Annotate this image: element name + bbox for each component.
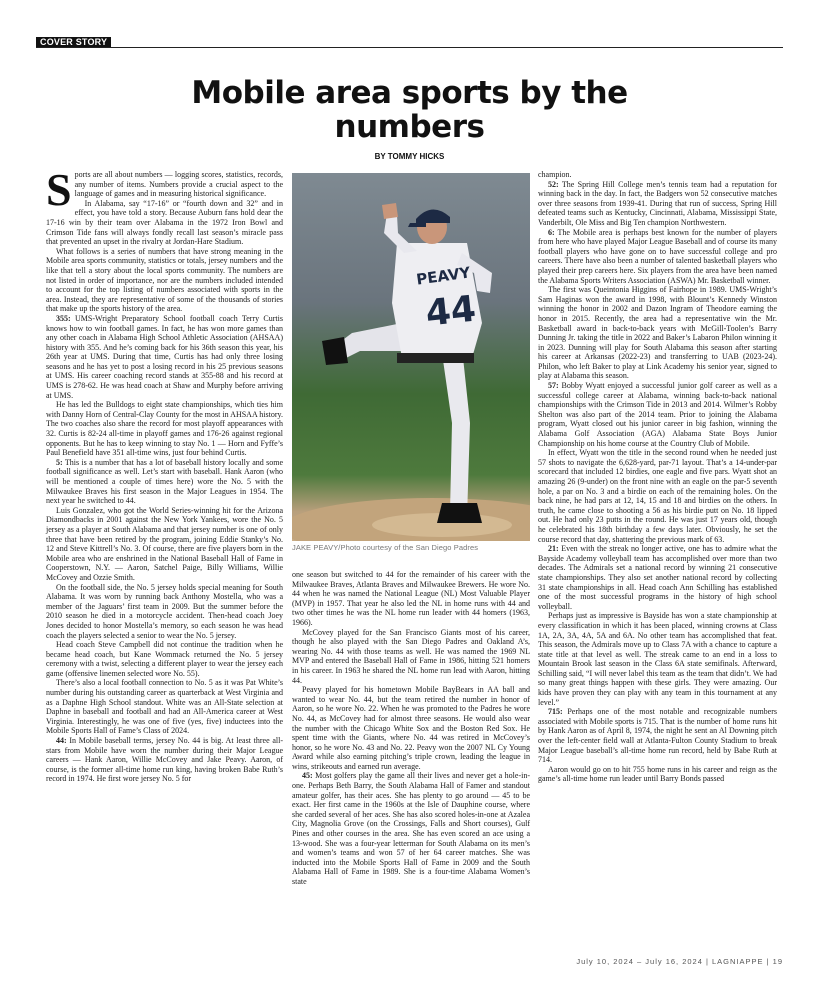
paragraph: champion. [538, 170, 572, 179]
byline: BY TOMMY HICKS [374, 152, 445, 161]
paragraph: In effect, Wyatt won the title in the second round when he needed just 57 shots to navigate the 6,628-yard, par-71 layout. That’s a 14-under-par scorecard that included 12 birdies, one eagle and five pars. Wyatt shot an amazing 26 (9-under) on the front nine with an eagle on the par-5 seventh hole, a par on No. 3 and a birdie on each of the remaining holes. On the back nine, he had pars at 12, 14, 15 and 18 and birdies on the others. In truth, he came close to shooting a 56 as his birdie putt on No. 18 lipped out. He had only 23 putts in the round. He was just 17 years old, though he celebrated his 18th birthday a few days later. Obviously, he set the course record that day, shattering the previous mark of 63. [538, 448, 777, 544]
paragraph: Aaron would go on to hit 755 home runs in his career and reign as the game’s all-time home run leader until Barry Bonds passed [538, 764, 777, 784]
paragraph: The first was Queintonia Higgins of Fairhope in 1989. UMS-Wright’s Sam Haginas won the award in 1998, with Blount’s Kennedy Winston winning the honor in 2002 and Dazon Ingram of Theodore earning the honor in 2015. Recently, the area had a representative win the Mr. Basketball award in back-to-back years with McGill-Toolen’s Barry Dunning Jr. taking the title in 2022 and Baker’s Labaron Philon winning it in 2023. Dunning will play for South Alabama this season after starting his career at Arkansas (2022-23) and transferring to UAB (2023-24). Philon, who left Baker to play at Link Academy his senior year, signed to play at Alabama this season. [538, 285, 777, 381]
paragraph: 5: This is a number that has a lot of baseball history locally and some football significance as well. Let’s start with baseball. Hank Aaron (who will be mentioned a couple of times here) wore the No. 5 with the Milwaukee Braves his first season in the Major Leagues in 1954. The next year he switched to 44. [46, 457, 283, 506]
jersey-name: PEAVY [415, 263, 472, 289]
paragraph: Head coach Steve Campbell did not continue the tradition when he became head coach, but Kane Wommack returned the No. 5 jersey ceremony with a twist, selecting a different player to wear the jersey each game (offensive linemen selected wore No. 55). [46, 640, 283, 678]
pitcher-photo [292, 173, 530, 541]
paragraph: 21: Even with the streak no longer active, one has to admire what the Bayside Academy volleyball team has accomplished over more than two decades. The Admirals set a national record by winning 21 consecutive state championships. They also set another national record by collecting 31 state championships in all. Head coach Ann Schilling has established one of the most successful programs in the history of high school volleyball. [538, 544, 777, 611]
header-rule [36, 47, 783, 48]
stat-number: 44: [56, 736, 67, 746]
page-footer: July 10, 2024 – July 16, 2024 | LAGNIAPPE | 19 [576, 957, 783, 966]
paragraph: Luis Gonzalez, who got the World Series-winning hit for the Arizona Diamondbacks in 2001 against the New York Yankees, wore the No. 5 jersey as a player at South Alabama and that jersey number is one of only three that have been retired by the program, joining Eddie Stanky’s No. 12 and Steve Kittrell’s No. 3. Of course, there are five players born in the Mobile area who are enshrined in the National Baseball Hall of Fame in Cooperstown, N.Y. — Aaron, Satchel Paige, Billy Williams, Willie McCovey and Ozzie Smith. [46, 505, 283, 582]
stat-number: 21: [548, 544, 559, 554]
paragraph: 6: The Mobile area is perhaps best known for the number of players from here who have played Major League Baseball and of course its many football players who have gone on to have successful college and pro careers. There have also been a number of talented basketball players who played their prep careers here. Six players from the area have been named the Alabama Sports Writers Association (ASWA) Mr. Basketball winner. [538, 227, 777, 285]
headline: Mobile area sports by the numbers [191, 75, 628, 145]
stat-number: 45: [302, 771, 313, 781]
paragraph: 57: Bobby Wyatt enjoyed a successful junior golf career as well as a successful college career at Alabama, winning back-to-back national championships with the Crimson Tide in 2013 and 2014. Wilmer’s Robby Shelton was also part of the 2014 team. Prior to joining the Alabama program, Wyatt closed out his junior career in big fashion, winning the Alabama Golf Association (AGA) Alabama State Boys Junior Championship on his home course at the Country Club of Mobile. [538, 381, 777, 448]
paragraph: 45: Most golfers play the game all their lives and never get a hole-in-one. Perhaps Beth Barry, the South Alabama Hall of Famer and standout amateur golfer, has their aces. She has plenty to go around — 45 to be exact. Her first came in the 1960s at the Isle of Dauphine course, where she carded several of her aces. She has also scored holes-in-one at Azalea City, Magnolia Grove (on the Crossings, Falls and Short courses), Gulf Pines and other courses in the area. She has even scored an ace using a 13-wood. She was a four-year letterman for South Alabama on its men’s and women’s teams and won 57 of her 64 career matches. She was inducted into the Mobile Sports Hall of Fame in 2009 and the South Alabama Hall of Fame in 1989. She is a four-time Alabama Women’s state [292, 771, 530, 886]
stat-number: 5: [56, 457, 63, 467]
paragraph: 44: In Mobile baseball terms, jersey No. 44 is big. At least three all-stars from Mobile have worn the number during their Major League careers — Hank Aaron, Willie McCovey and Jake Peavy. Aaron, of course, is the former all-time home run king, having broken Babe Ruth’s record in 1974. He first wore jersey No. 5 for [46, 736, 283, 784]
paragraph: one season but switched to 44 for the remainder of his career with the Milwaukee Braves, Atlanta Braves and Milwaukee Brewers. He wore No. 44 when he was named the National League (NL) Most Valuable Player (MVP) in 1957. That year he also led the NL in home runs with 44 and two other times he was the NL home run leader with 44 homers (1963, 1966). [292, 570, 530, 627]
paragraph: On the football side, the No. 5 jersey holds special meaning for South Alabama. It was worn by running back Anthony Mostella, who was a member of the Jaguars’ first team in 2009. But the summer before the 2010 season he died in a motorcycle accident. Then-head coach Joey Jones decided to honor Mostella’s memory, so each season he was head coach the players selected a senior to wear the No. 5 jersey. [46, 582, 283, 640]
stat-number: 715: [548, 707, 563, 717]
paragraph: Perhaps just as impressive is Bayside has won a state championship at every classification in which it has been placed, winning crowns at Class 1A, 2A, 3A, 4A, 5A and 6A. No other team has accomplished that feat. This season, the Admirals move up to Class 7A with a chance to capture a state title at that level as well. The streak came to an end in a loss to Mountain Brook last season in the Class 6A state semifinals. Afterward, Schilling said, “I will never label this team as the team that didn’t. We had so many great things happen with these girls. They were amazing. Our kids have proven they can play with any team in this tournament at any level.” [538, 611, 777, 707]
stat-number: 52: [548, 179, 559, 189]
paragraph: He has led the Bulldogs to eight state championships, which ties him with Danny Horn of Central-Clay County for the most in AHSAA history. The two coaches also share the record for most playoff appearances with 32. Curtis is 82-24 all-time in playoff games and 176-26 against regional opponents. But he has to keep winning to stay No. 1 — Horn and Fyffe’s Paul Benefield have 351 all-time wins, just four behind Curtis. [46, 400, 283, 458]
paragraph: In Alabama, say “17-16” or “fourth down and 32” and in effect, you have told a story. Because Auburn fans hold dear the 17-16 win by their team over Alabama in the 1972 Iron Bowl and Crimson Tide fans will always fondly recall last season’s miracle pass that prevented an upset in the rivalry at Jordan-Hare Stadium. [46, 198, 283, 247]
paragraph: Peavy played for his hometown Mobile BayBears in AA ball and wanted to wear No. 44, but the team retired the number in honor of Aaron, so he wore No. 22. When he was promoted to the Padres he wore No. 44, as McCovey had for almost three seasons. He would also wear the number with the Chicago White Sox and the Boston Red Sox. He spent time with the Giants, where No. 44 was retired in McCovey’s honor, so he wore No. 43 and No. 22. Peavy won the 2007 NL Cy Young Award while also earning pitching’s triple crown, leading the league in wins, strikeouts and earned run average. [292, 685, 530, 771]
photo-caption: JAKE PEAVY/Photo courtesy of the San Diego Padres [292, 543, 479, 552]
section-tag: COVER STORY [36, 37, 111, 48]
stat-number: 355: [56, 313, 71, 323]
article-column-2 [292, 570, 530, 887]
drop-cap: S [46, 164, 72, 215]
paragraph: 715: Perhaps one of the most notable and recognizable numbers associated with Mobile sports is 715. That is the number of home runs hit by Hank Aaron as of April 8, 1974, the night he sent an Al Downing pitch over the left-center field wall at Atlanta-Fulton County Stadium to break Major League baseball’s all-time home run record, held by Babe Ruth at 714. [538, 707, 777, 765]
stat-number: 57: [548, 381, 559, 391]
paragraph: McCovey played for the San Francisco Giants most of his career, though he also played with the San Diego Padres and Oakland A’s, wearing No. 44 with those teams as well. He was named the 1969 NL MVP and entered the Baseball Hall of Fame in 1986, hitting 521 homers in his career. In 1963 he shared the NL home run lead with Aaron, hitting 44. [292, 627, 530, 685]
paragraph: 52: The Spring Hill College men’s tennis team had a reputation for winning back in the day. In fact, the Badgers won 52 consecutive matches over three seasons from 1939-41. During that run of success, Spring Hill defeated teams such as Kentucky, Cincinnati, Alabama, Mississippi State, Vanderbilt, Ole Miss and Big Ten champion Northwestern. [538, 179, 777, 227]
jersey-number: 44 [423, 288, 478, 335]
paragraph: 355: UMS-Wright Preparatory School football coach Terry Curtis knows how to win football games. In fact, he has won more games than any other coach in Alabama High School Athletic Association (AHSAA) history with 355. And he’s coming back for his 36th season this year, his 26th year at UMS. During that time, Curtis has had only three losing seasons and he has yet to post a losing record in his 25 previous seasons at UMS. His career coaching record stands at 355-88 and his record at UMS is 278-62. He was head coach at Shaw and Murphy before arriving at UMS. [46, 313, 283, 400]
paragraph: What follows is a series of numbers that have strong meaning in the Mobile area sports community, statistics or totals, jersey numbers and the like that tell a story about the local sports community. The numbers are not listed in order of importance, nor are the numbers included intended to account for the top listing of numbers associated with sports in the area. Instead, they are representative of some of the thousands of stories that make up the sports history of the area. [46, 246, 283, 314]
article-column-3 [538, 170, 777, 784]
article-column-1 [46, 164, 283, 784]
stat-number: 6: [548, 227, 555, 237]
paragraph: There’s also a local football connection to No. 5 as it was Pat White’s number during his outstanding career as quarterback at West Virginia and as a Daphne High School standout. White was an All-State selection at Daphne in baseball and football and had an All-America career at West Virginia. Interestingly, he was one of five (yes, five) inductees into the Mobile Sports Hall of Fame’s Class of 2024. [46, 678, 283, 736]
paragraph: Sports are all about numbers — logging scores, statistics, records, any number of items. Numbers provide a crucial aspect to the language of games and in measuring historical significance. [46, 164, 283, 215]
